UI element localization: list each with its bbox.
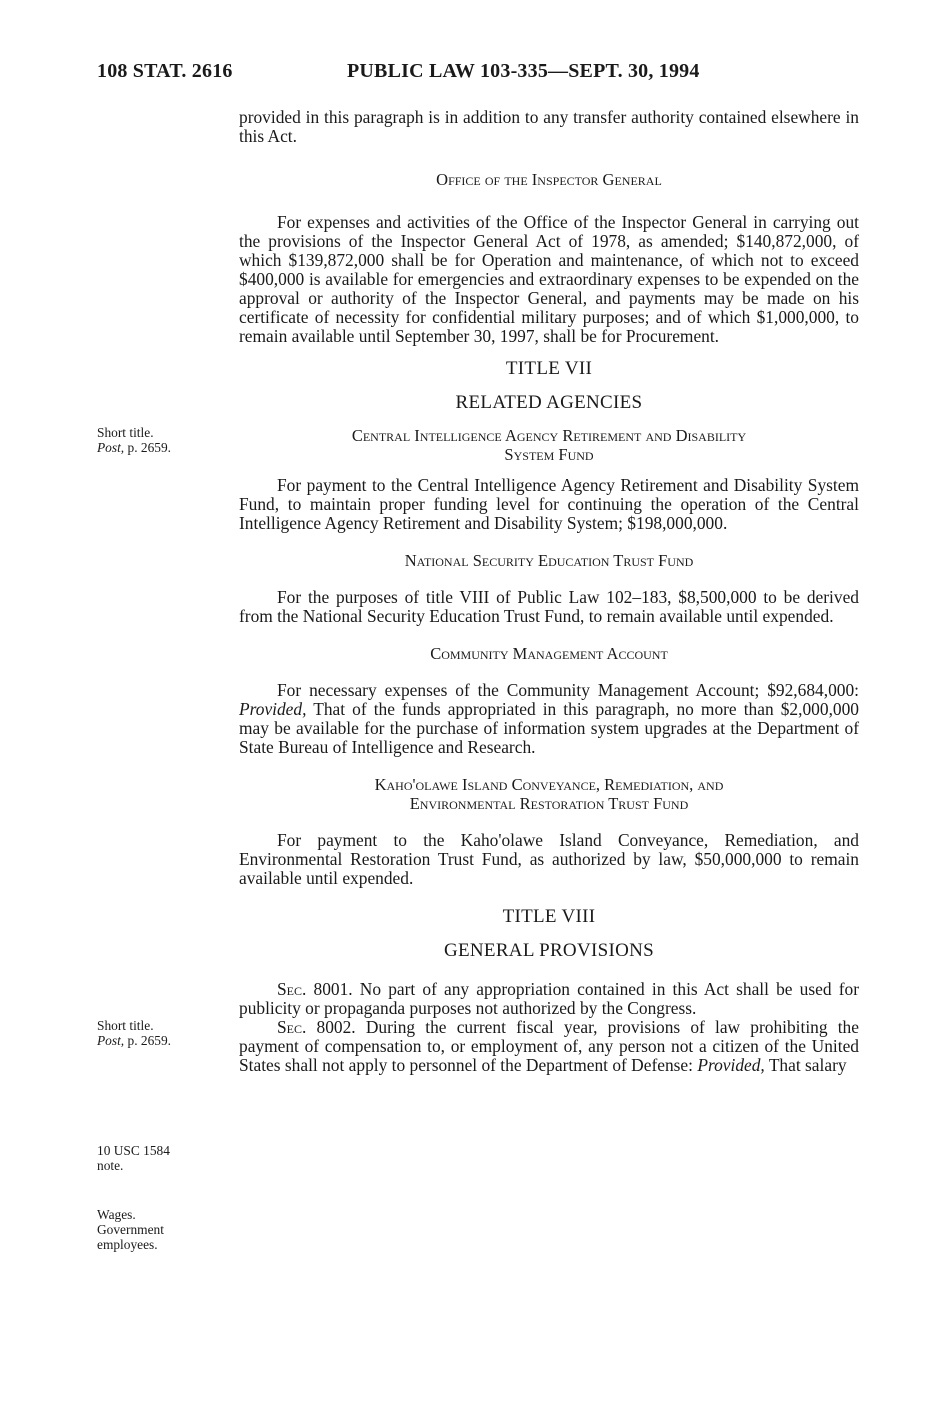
paragraph-inspector-general: For expenses and activities of the Office of the Inspector General in carrying out the provisions of the Inspector General Act of 1978, as amended; $140,872,000, of which $139,872,000 shall be for Operation and maintenance, of which not to exceed $400,000 is available for emergencies and extraordinary expenses to be expended on the approval or authority of the Inspector General, and payments may be made on his certificate of necessity for confidential military purposes; and of which $1,000,000, to remain available until September 30, 1997, shall be for Procurement. [239, 212, 859, 346]
title-vii-name: RELATED AGENCIES [455, 392, 643, 413]
stat-reference: 108 STAT. 2616 [97, 60, 233, 82]
heading-kahoolawe-line2: Environmental Restoration Trust Fund [409, 794, 689, 813]
margin-note-label: Short title. [97, 1018, 154, 1033]
section-8001: Sec. 8001. No part of any appropriation contained in this Act shall be used for publicity or propaganda purposes not authorized by the Congress. [239, 979, 859, 1018]
title-vii: TITLE VII [505, 358, 593, 379]
margin-note-short-title-1 [97, 425, 171, 455]
margin-note-ref: Post, p. 2659. [97, 440, 172, 455]
margin-note-ref: Post, p. 2659. [97, 1033, 172, 1048]
title-viii: TITLE VIII [502, 906, 596, 927]
paragraph-cia-fund: For payment to the Central Intelligence Agency Retirement and Disability System Fund, to maintain proper funding level for continuing the operation of the Central Intelligence Agency Retirement and Disability System; $198,000,000. [239, 475, 859, 533]
body-column [239, 108, 859, 1075]
heading-cia-fund-line2: System Fund [504, 445, 594, 464]
margin-note-wages: Wages. Government employees. [97, 1207, 164, 1252]
heading-inspector-general: Office of the Inspector General [436, 170, 662, 189]
law-title: PUBLIC LAW 103-335—SEPT. 30, 1994 [347, 60, 700, 82]
paragraph-community-management: For necessary expenses of the Community Management Account; $92,684,000: Provided, That of the funds appropriated in this paragraph, no more than $2,000,000 may be available for the purchase of information system upgrades at the Department of State Bureau of Intelligence and Research. [239, 680, 859, 757]
margin-note-usc: 10 USC 1584 note. [97, 1143, 170, 1173]
heading-kahoolawe-line1: Kaho'olawe Island Conveyance, Remediation, and [374, 775, 724, 794]
heading-cia-fund-line1: Central Intelligence Agency Retirement and Disability [351, 426, 747, 445]
margin-note-label: Short title. [97, 425, 154, 440]
paragraph-intro: provided in this paragraph is in addition to any transfer authority contained elsewhere in this Act. [239, 107, 859, 146]
margin-note-short-title-2 [97, 1018, 171, 1048]
paragraph-kahoolawe: For payment to the Kaho'olawe Island Conveyance, Remediation, and Environmental Restoration Trust Fund, as authorized by law, $50,000,000 to remain available until expended. [239, 830, 859, 888]
paragraph-nset-fund: For the purposes of title VIII of Public Law 102–183, $8,500,000 to be derived from the National Security Education Trust Fund, to remain available until expended. [239, 587, 859, 626]
heading-nset-fund: National Security Education Trust Fund [404, 551, 694, 570]
heading-community-management: Community Management Account [430, 644, 668, 663]
section-8002: Sec. 8002. During the current fiscal year, provisions of law prohibiting the payment of compensation to, or employment of, any person not a citizen of the United States shall not apply to personnel of the Department of Defense: Provided, That salary [239, 1017, 859, 1075]
title-viii-name: GENERAL PROVISIONS [443, 940, 654, 961]
